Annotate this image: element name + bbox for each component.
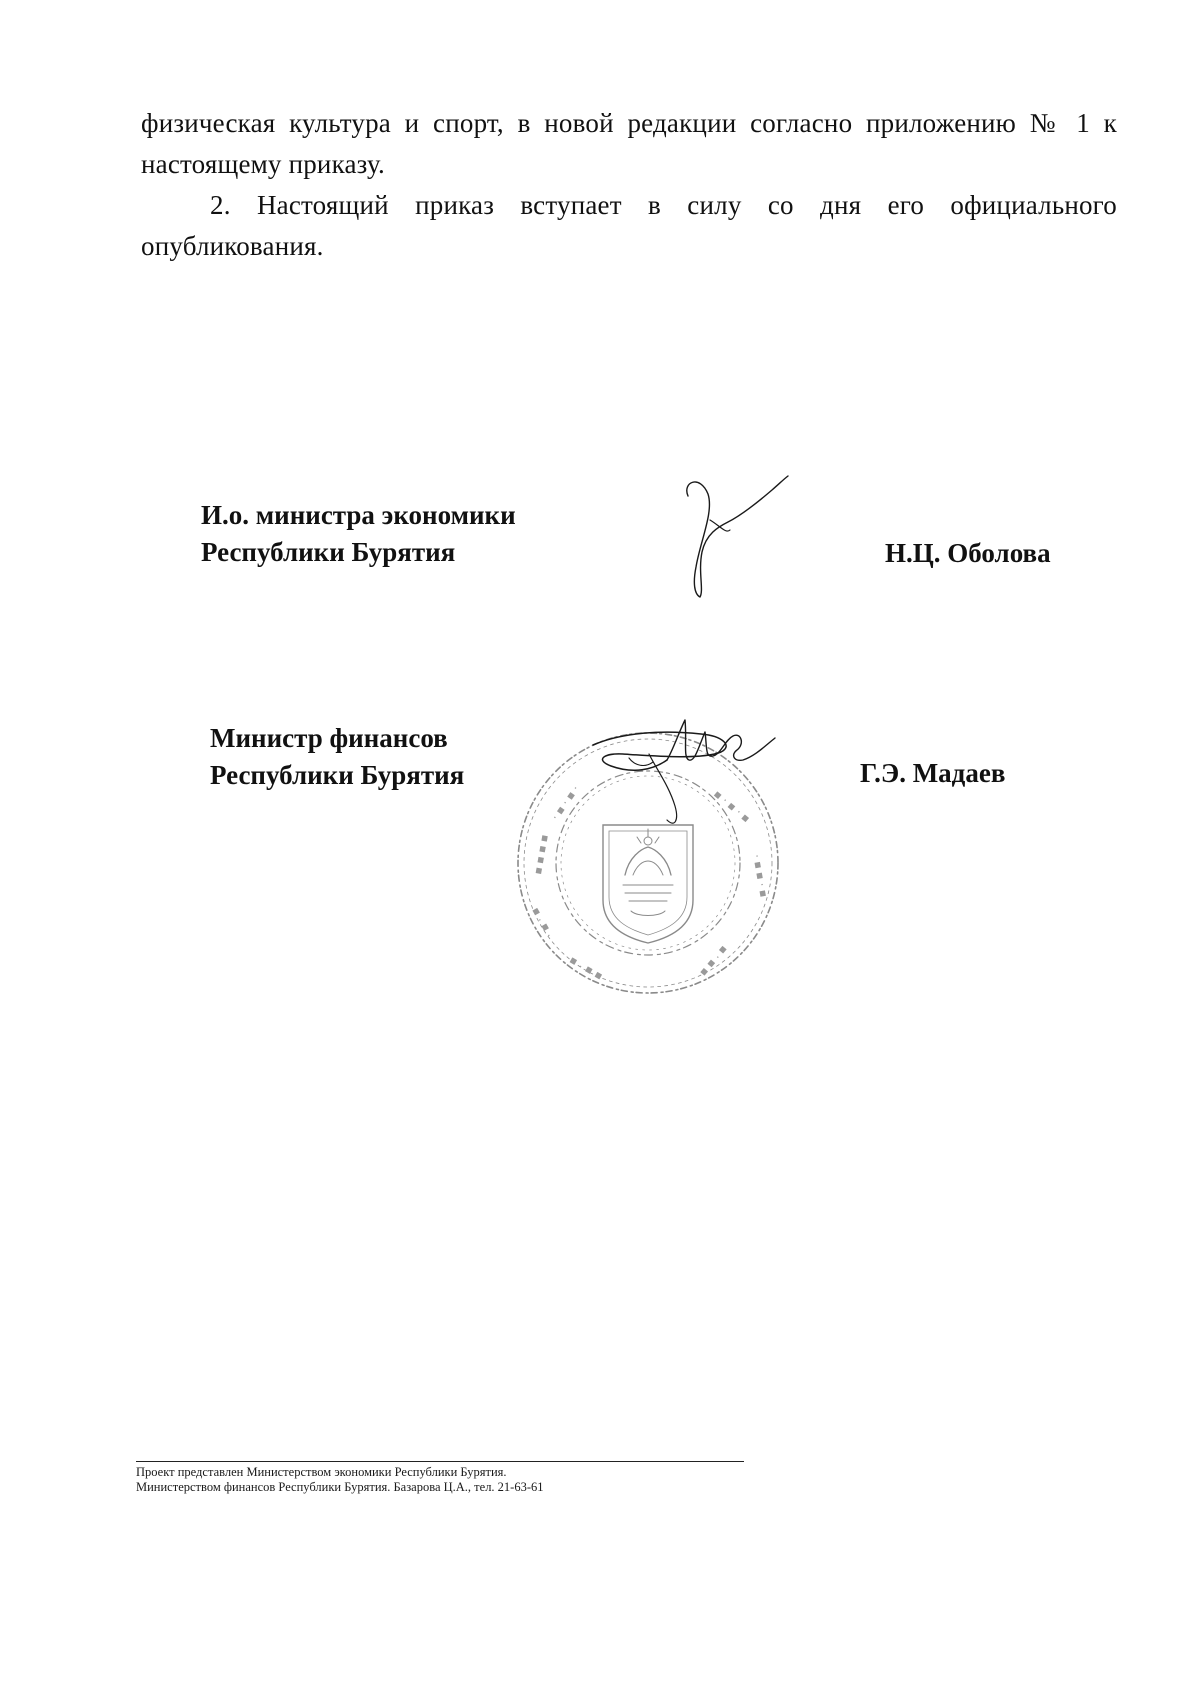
svg-text:· ▪ · ▪: · ▪ · ▪	[528, 905, 556, 940]
paragraph-1	[141, 103, 1117, 185]
svg-text:▪ ▪ ▪ ▪: ▪ ▪ ▪ ▪	[531, 833, 551, 876]
svg-text:▪ · ▪ ▪: ▪ · ▪ ▪	[697, 943, 731, 980]
signatory-2-title-line-2: Республики Бурятия	[210, 760, 465, 790]
footer-line-2: Министерством финансов Республики Бурятия. Базарова Ц.А., тел. 21-63-61	[136, 1480, 544, 1494]
handwritten-signature-2	[583, 710, 783, 850]
paragraph-2	[141, 185, 1117, 267]
signatory-2-title	[210, 720, 464, 794]
svg-text:▪ ▪ · ▪: ▪ ▪ · ▪	[566, 954, 605, 984]
body-text	[141, 103, 1117, 267]
svg-text:· ▪ · ▪ ·: · ▪ · ▪ ·	[548, 782, 583, 823]
footer-divider	[136, 1461, 744, 1462]
footer-note	[136, 1465, 544, 1495]
svg-text:· ▪ ▪ · ▪: · ▪ ▪ · ▪	[750, 853, 771, 899]
signatory-1-name: Н.Ц. Оболова	[885, 538, 1051, 568]
signatory-2-name: Г.Э. Мадаев	[860, 758, 1006, 788]
signatory-1-title-line-1: И.о. министра экономики	[201, 500, 516, 530]
handwritten-signature-1	[680, 472, 810, 602]
paragraph-1-line-2: настоящему приказу.	[141, 149, 385, 179]
footer-line-1: Проект представлен Министерством экономики Республики Бурятия.	[136, 1465, 507, 1479]
signatory-1-title-line-2: Республики Бурятия	[201, 537, 456, 567]
signatory-2-title-line-1: Министр финансов	[210, 723, 448, 753]
svg-text:▪ · ▪ · ▪: ▪ · ▪ · ▪	[711, 787, 753, 826]
paragraph-2-line-2: опубликования.	[141, 231, 324, 261]
signatory-1-title	[201, 497, 516, 571]
paragraph-2-line-1: 2. Настоящий приказ вступает в силу со дня его официального	[210, 190, 1117, 220]
paragraph-1-line-1: физическая культура и спорт, в новой редакции согласно приложению № 1 к	[141, 108, 1117, 138]
